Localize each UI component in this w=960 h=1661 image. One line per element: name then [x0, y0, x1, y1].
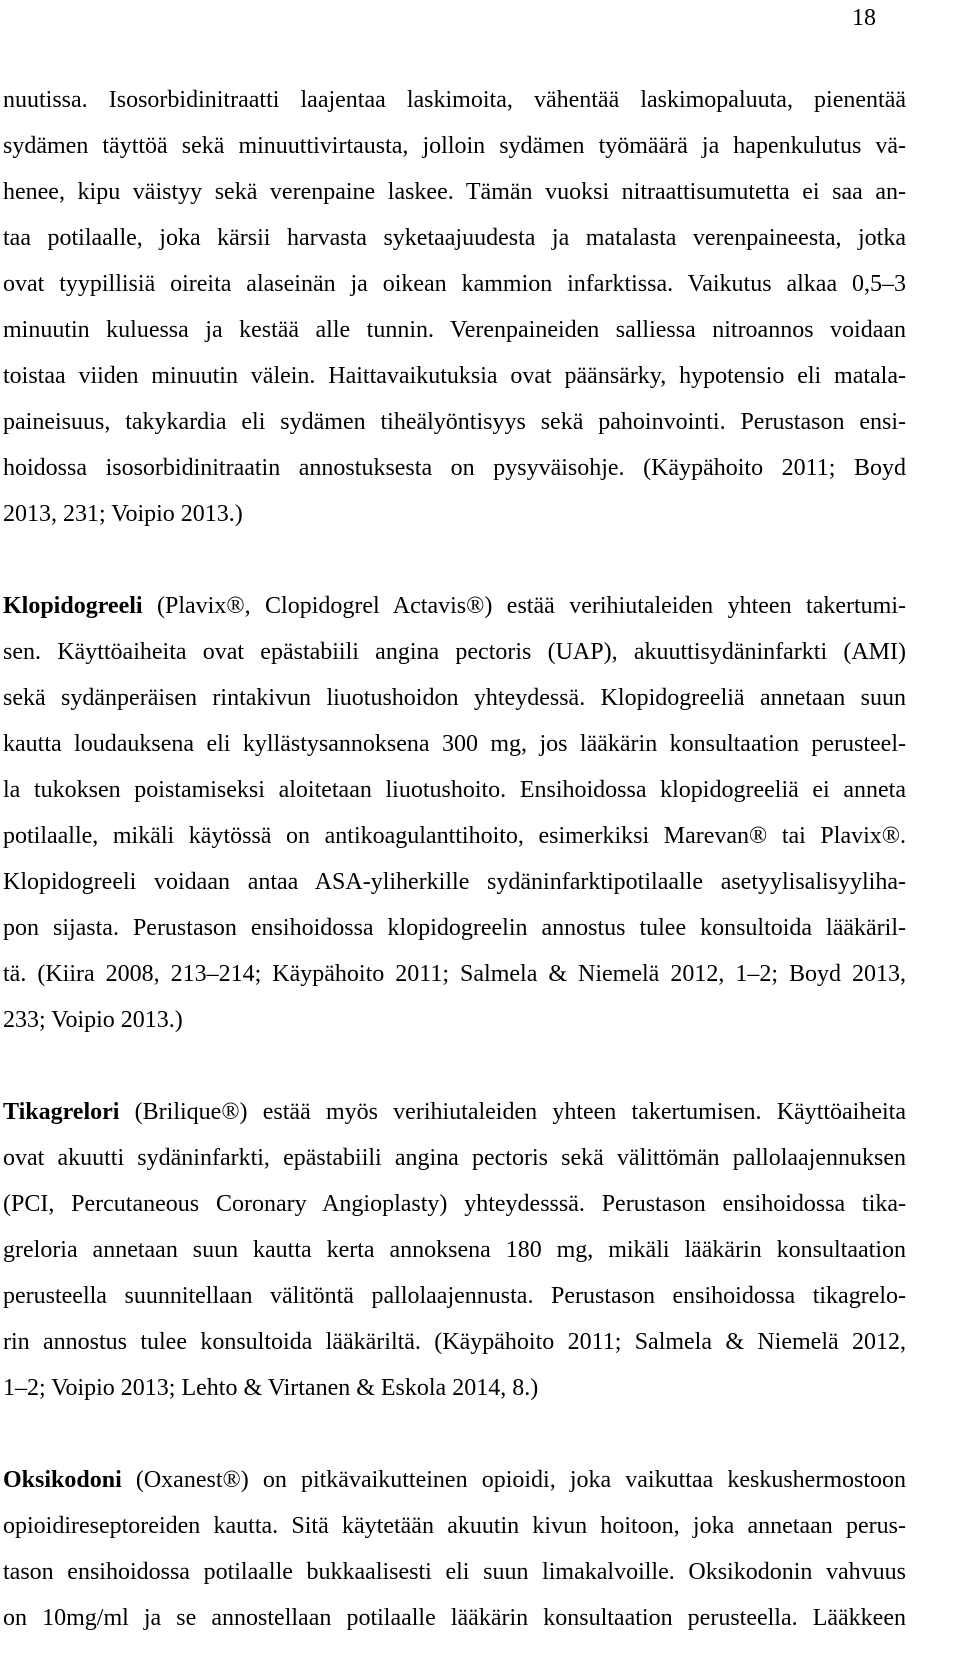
page-number: 18	[852, 5, 876, 31]
text-line	[3, 951, 906, 997]
text-line	[3, 1457, 906, 1503]
line-text: greloria annetaan suun kautta kerta annoksena 180 mg, mikäli lääkärin konsultaation	[3, 1237, 906, 1263]
text-line	[3, 261, 906, 307]
text-line	[3, 905, 906, 951]
line-text: on 10mg/ml ja se annostellaan potilaalle lääkärin konsultaation perusteella. Lääkkeen	[3, 1605, 906, 1631]
text-line	[3, 1319, 906, 1365]
text-line	[3, 583, 906, 629]
line-text: 2013, 231; Voipio 2013.)	[3, 501, 243, 527]
text-line	[3, 629, 906, 675]
text-line	[3, 1089, 906, 1135]
line-text: (Plavix®, Clopidogrel Actavis®) estää verihiutaleiden yhteen takertumi-	[142, 593, 906, 619]
text-line	[3, 1365, 906, 1411]
line-text: hoidossa isosorbidinitraatin annostuksesta on pysyväisohje. (Käypähoito 2011; Boyd	[3, 455, 906, 481]
text-line	[3, 1273, 906, 1319]
line-text: pon sijasta. Perustason ensihoidossa klopidogreelin annostus tulee konsultoida lääkäril-	[3, 915, 906, 941]
page-body	[0, 77, 960, 1641]
line-text: kautta loudauksena eli kyllästysannoksena 300 mg, jos lääkärin konsultaation perusteel-	[3, 731, 906, 757]
text-line	[3, 767, 906, 813]
text-line	[3, 675, 906, 721]
text-line	[3, 721, 906, 767]
text-line	[3, 1181, 906, 1227]
paragraph	[0, 583, 960, 1043]
paragraph	[0, 77, 960, 537]
line-text: 1–2; Voipio 2013; Lehto & Virtanen & Eskola 2014, 8.)	[3, 1375, 539, 1401]
line-text: perusteella suunnitellaan välitöntä pallolaajennusta. Perustason ensihoidossa tikagrelo-	[3, 1283, 906, 1309]
text-line	[3, 1227, 906, 1273]
text-line	[3, 1135, 906, 1181]
line-text: sen. Käyttöaiheita ovat epästabiili angina pectoris (UAP), akuuttisydäninfarkti (AMI)	[3, 639, 906, 665]
text-line	[3, 77, 906, 123]
line-text: henee, kipu väistyy sekä verenpaine laskee. Tämän vuoksi nitraattisumutetta ei saa an-	[3, 179, 906, 205]
text-line	[3, 169, 906, 215]
drug-name: Oksikodoni	[3, 1467, 122, 1493]
line-text: paineisuus, takykardia eli sydämen tiheälyöntisyys sekä pahoinvointi. Perustason ensi-	[3, 409, 906, 435]
line-text: rin annostus tulee konsultoida lääkäriltä. (Käypähoito 2011; Salmela & Niemelä 2012,	[3, 1329, 906, 1355]
text-line	[3, 307, 906, 353]
text-line	[3, 1595, 906, 1641]
line-text: toistaa viiden minuutin välein. Haittavaikutuksia ovat päänsärky, hypotensio eli matala-	[3, 363, 906, 389]
line-text: minuutin kuluessa ja kestää alle tunnin. Verenpaineiden salliessa nitroannos voidaan	[3, 317, 906, 343]
line-text: la tukoksen poistamiseksi aloitetaan liuotushoito. Ensihoidossa klopidogreeliä ei anneta	[3, 777, 906, 803]
text-line	[3, 123, 906, 169]
paragraph-gap	[0, 1411, 960, 1457]
line-text: 233; Voipio 2013.)	[3, 1007, 183, 1033]
line-text: (Oxanest®) on pitkävaikutteinen opioidi, joka vaikuttaa keskushermostoon	[121, 1467, 906, 1493]
text-line	[3, 445, 906, 491]
line-text: taa potilaalle, joka kärsii harvasta syketaajuudesta ja matalasta verenpaineesta, jotka	[3, 225, 906, 251]
line-text: potilaalle, mikäli käytössä on antikoagulanttihoito, esimerkiksi Marevan® tai Plavix®.	[3, 823, 906, 849]
line-text: (PCI, Percutaneous Coronary Angioplasty) yhteydesssä. Perustason ensihoidossa tika-	[3, 1191, 906, 1217]
text-line	[3, 215, 906, 261]
text-line	[3, 813, 906, 859]
line-text: tason ensihoidossa potilaalle bukkaalisesti eli suun limakalvoille. Oksikodonin vahvuus	[3, 1559, 906, 1585]
text-line	[3, 1503, 906, 1549]
paragraph	[0, 1457, 960, 1641]
line-text: ovat tyypillisiä oireita alaseinän ja oikean kammion infarktissa. Vaikutus alkaa 0,5–3	[3, 271, 906, 297]
text-line	[3, 997, 906, 1043]
line-text: (Brilique®) estää myös verihiutaleiden yhteen takertumisen. Käyttöaiheita	[119, 1099, 906, 1125]
text-line	[3, 859, 906, 905]
line-text: Klopidogreeli voidaan antaa ASA-yliherkille sydäninfarktipotilaalle asetyylisalisyyliha-	[3, 869, 906, 895]
line-text: sekä sydänperäisen rintakivun liuotushoidon yhteydessä. Klopidogreeliä annetaan suun	[3, 685, 906, 711]
line-text: sydämen täyttöä sekä minuuttivirtausta, jolloin sydämen työmäärä ja hapenkulutus vä-	[3, 133, 906, 159]
paragraph	[0, 1089, 960, 1411]
drug-name: Klopidogreeli	[3, 593, 143, 619]
text-line	[3, 1549, 906, 1595]
paragraph-gap	[0, 537, 960, 583]
line-text: nuutissa. Isosorbidinitraatti laajentaa laskimoita, vähentää laskimopaluuta, pienentää	[3, 87, 906, 113]
text-line	[3, 491, 906, 537]
drug-name: Tikagrelori	[3, 1099, 120, 1125]
line-text: opioidireseptoreiden kautta. Sitä käytetään akuutin kivun hoitoon, joka annetaan perus-	[3, 1513, 906, 1539]
line-text: tä. (Kiira 2008, 213–214; Käypähoito 2011; Salmela & Niemelä 2012, 1–2; Boyd 2013,	[3, 961, 906, 987]
line-text: ovat akuutti sydäninfarkti, epästabiili angina pectoris sekä välittömän pallolaajennuksen	[3, 1145, 906, 1171]
paragraph-gap	[0, 1043, 960, 1089]
text-line	[3, 353, 906, 399]
text-line	[3, 399, 906, 445]
